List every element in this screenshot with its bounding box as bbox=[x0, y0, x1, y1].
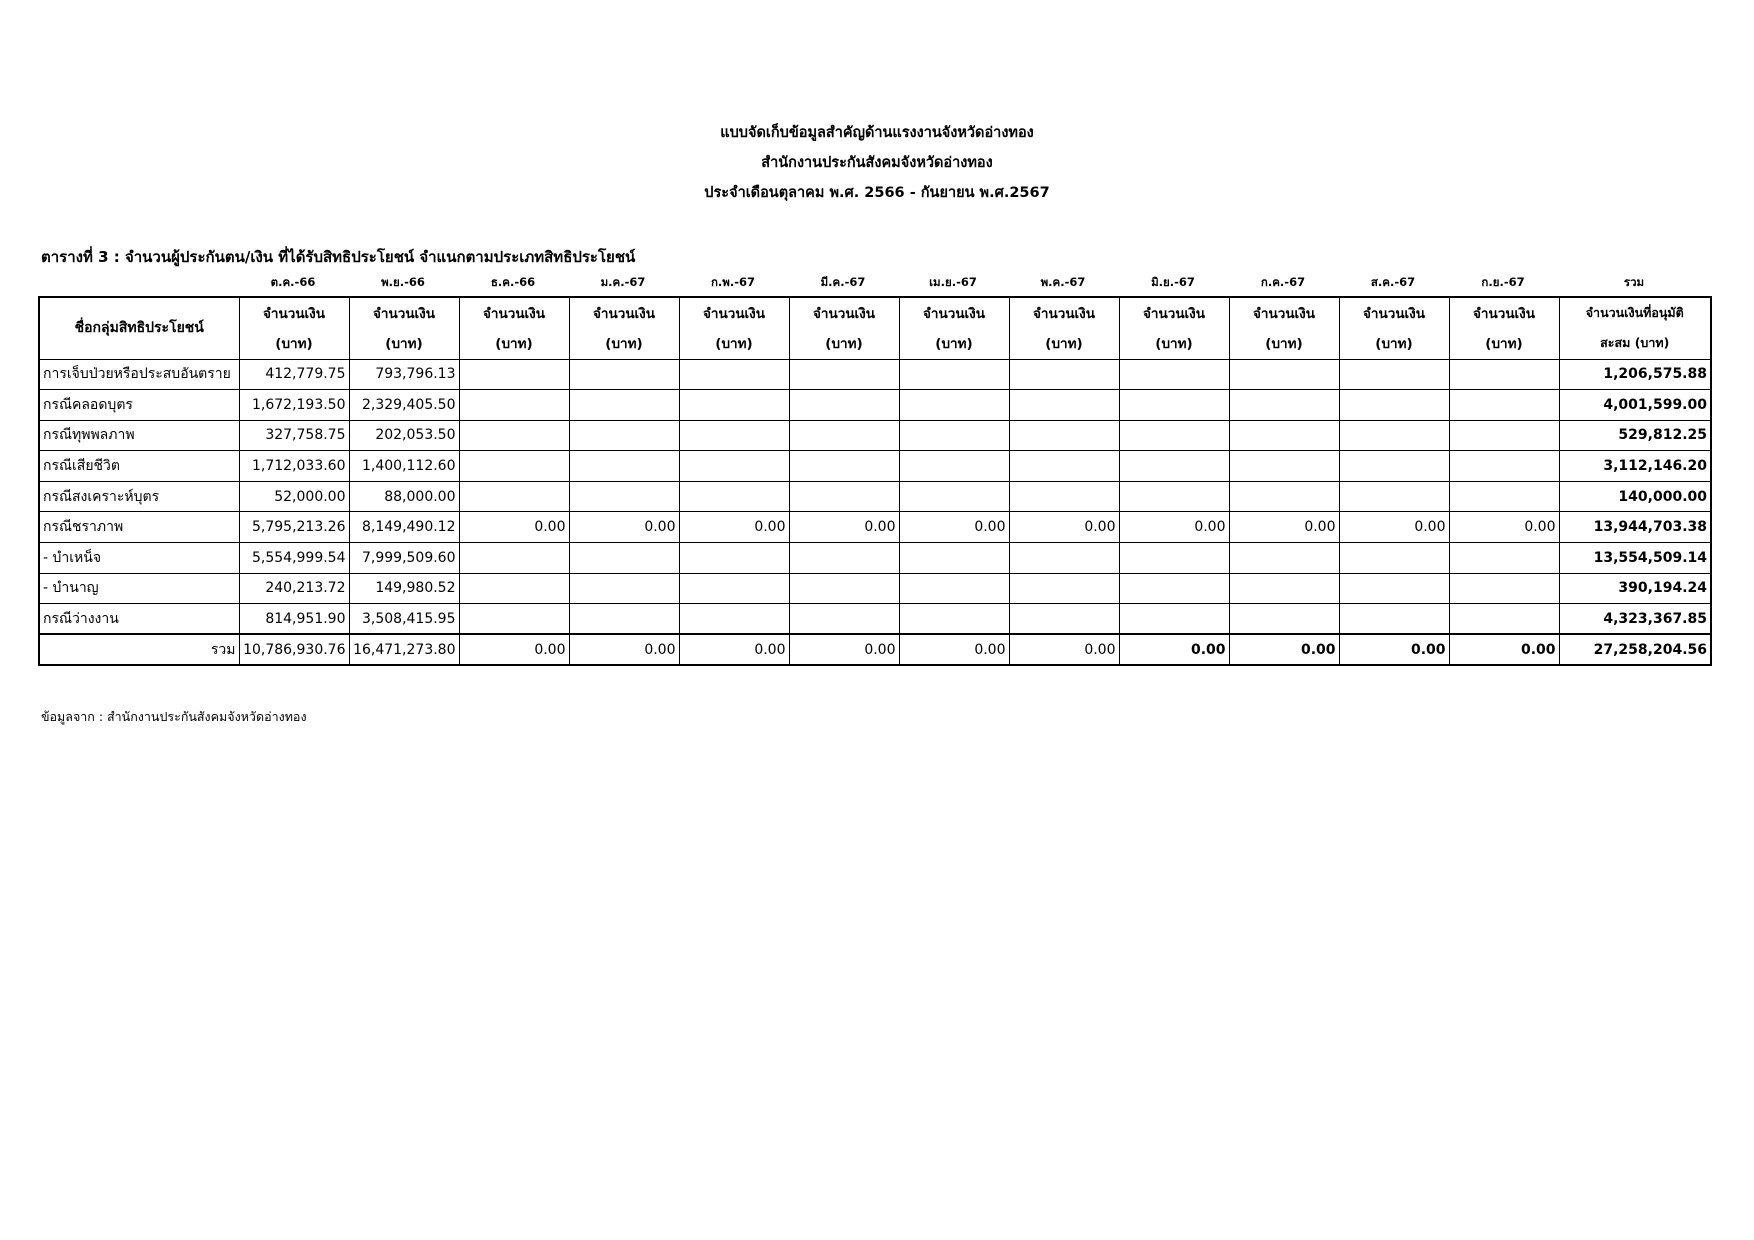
amount-header: จำนวนเงิน bbox=[1009, 297, 1119, 328]
amount-cell bbox=[459, 451, 569, 482]
amount-header: จำนวนเงิน bbox=[569, 297, 679, 328]
month-total-cell: 0.00 bbox=[1339, 634, 1449, 665]
report-title: แบบจัดเก็บข้อมูลสำคัญด้านแรงงานจังหวัดอ่างทอง bbox=[720, 125, 1034, 141]
month-total-cell: 0.00 bbox=[679, 634, 789, 665]
amount-cell bbox=[1339, 390, 1449, 421]
amount-cell bbox=[899, 543, 1009, 574]
amount-cell: 52,000.00 bbox=[239, 481, 349, 512]
baht-header: (บาท) bbox=[1229, 328, 1339, 359]
month-label: ก.ค.-67 bbox=[1260, 275, 1306, 289]
amount-cell bbox=[459, 481, 569, 512]
amount-cell bbox=[1119, 481, 1229, 512]
month-total-cell: 0.00 bbox=[1229, 634, 1339, 665]
baht-header: (บาท) bbox=[1009, 328, 1119, 359]
amount-cell bbox=[1449, 481, 1559, 512]
amount-cell bbox=[1449, 543, 1559, 574]
amount-cell: 0.00 bbox=[1009, 512, 1119, 543]
benefit-name: กรณีว่างงาน bbox=[39, 604, 239, 635]
report-period: ประจำเดือนตุลาคม พ.ศ. 2566 - กันยายน พ.ศ.2567 bbox=[704, 185, 1050, 201]
amount-cell: 149,980.52 bbox=[349, 573, 459, 604]
data-source-note: ข้อมูลจาก : สำนักงานประกันสังคมจังหวัดอ่างทอง bbox=[41, 709, 307, 724]
grand-total-cell: 27,258,204.56 bbox=[1559, 634, 1711, 665]
amount-cell bbox=[1339, 451, 1449, 482]
amount-cell: 88,000.00 bbox=[349, 481, 459, 512]
amount-cell bbox=[789, 543, 899, 574]
month-label: ม.ค.-67 bbox=[600, 275, 646, 289]
amount-cell bbox=[1339, 420, 1449, 451]
row-total-cell: 140,000.00 bbox=[1559, 481, 1711, 512]
amount-header: จำนวนเงิน bbox=[239, 297, 349, 328]
amount-cell: 0.00 bbox=[899, 512, 1009, 543]
benefit-name: กรณีทุพพลภาพ bbox=[39, 420, 239, 451]
baht-header: (บาท) bbox=[1449, 328, 1559, 359]
amount-cell bbox=[1229, 481, 1339, 512]
month-total-cell: 0.00 bbox=[1009, 634, 1119, 665]
amount-cell bbox=[1339, 481, 1449, 512]
amount-cell bbox=[789, 390, 899, 421]
report-office: สำนักงานประกันสังคมจังหวัดอ่างทอง bbox=[761, 155, 993, 171]
table-row bbox=[39, 451, 1711, 482]
benefit-name: กรณีเสียชีวิต bbox=[39, 451, 239, 482]
row-total-cell: 13,944,703.38 bbox=[1559, 512, 1711, 543]
header-row bbox=[39, 297, 1711, 328]
amount-cell bbox=[459, 359, 569, 390]
amount-cell bbox=[899, 573, 1009, 604]
table-caption: ตารางที่ 3 : จำนวนผู้ประกันตน/เงิน ที่ได้รับสิทธิประโยชน์ จำแนกตามประเภทสิทธิประโยชน์ bbox=[41, 248, 636, 266]
group-name-header: ชื่อกลุ่มสิทธิประโยชน์ bbox=[39, 297, 239, 359]
amount-cell bbox=[1119, 573, 1229, 604]
amount-cell bbox=[789, 481, 899, 512]
amount-cell bbox=[1449, 359, 1559, 390]
amount-header: จำนวนเงิน bbox=[1339, 297, 1449, 328]
row-total-cell: 1,206,575.88 bbox=[1559, 359, 1711, 390]
grand-total-row bbox=[39, 634, 1711, 665]
month-label: ก.พ.-67 bbox=[710, 275, 756, 289]
amount-cell bbox=[1449, 573, 1559, 604]
grand-total-label: รวม bbox=[39, 634, 239, 665]
amount-cell bbox=[1009, 604, 1119, 635]
amount-cell bbox=[459, 390, 569, 421]
amount-cell bbox=[789, 573, 899, 604]
amount-cell: 0.00 bbox=[569, 512, 679, 543]
total-amount-subheader: สะสม (บาท) bbox=[1559, 328, 1711, 359]
month-label: ธ.ค.-66 bbox=[490, 275, 536, 289]
amount-cell: 5,554,999.54 bbox=[239, 543, 349, 574]
amount-cell bbox=[789, 359, 899, 390]
amount-cell bbox=[459, 604, 569, 635]
table-row bbox=[39, 390, 1711, 421]
amount-cell: 0.00 bbox=[1229, 512, 1339, 543]
amount-cell bbox=[899, 390, 1009, 421]
month-total-cell: 0.00 bbox=[899, 634, 1009, 665]
amount-header: จำนวนเงิน bbox=[899, 297, 1009, 328]
amount-cell bbox=[1119, 420, 1229, 451]
month-total-cell: 0.00 bbox=[459, 634, 569, 665]
amount-cell bbox=[1119, 604, 1229, 635]
baht-header: (บาท) bbox=[569, 328, 679, 359]
amount-cell bbox=[679, 543, 789, 574]
amount-cell: 0.00 bbox=[1449, 512, 1559, 543]
amount-cell bbox=[1229, 390, 1339, 421]
month-label: ต.ค.-66 bbox=[270, 275, 316, 289]
month-label: พ.ค.-67 bbox=[1040, 275, 1086, 289]
baht-header: (บาท) bbox=[1119, 328, 1229, 359]
benefit-name: - บำนาญ bbox=[39, 573, 239, 604]
amount-cell bbox=[569, 359, 679, 390]
month-total-cell: 0.00 bbox=[569, 634, 679, 665]
amount-cell: 0.00 bbox=[1119, 512, 1229, 543]
baht-header: (บาท) bbox=[679, 328, 789, 359]
amount-cell bbox=[1009, 481, 1119, 512]
amount-cell bbox=[1119, 543, 1229, 574]
amount-cell bbox=[569, 420, 679, 451]
report-titles bbox=[0, 118, 1754, 208]
month-label: มี.ค.-67 bbox=[820, 275, 866, 289]
amount-cell bbox=[899, 420, 1009, 451]
baht-header: (บาท) bbox=[239, 328, 349, 359]
amount-cell bbox=[1229, 420, 1339, 451]
amount-header: จำนวนเงิน bbox=[459, 297, 569, 328]
amount-cell bbox=[1229, 451, 1339, 482]
amount-cell: 1,400,112.60 bbox=[349, 451, 459, 482]
amount-cell bbox=[679, 604, 789, 635]
amount-cell bbox=[1339, 543, 1449, 574]
month-label: มิ.ย.-67 bbox=[1151, 275, 1195, 289]
amount-cell: 2,329,405.50 bbox=[349, 390, 459, 421]
amount-cell bbox=[1229, 604, 1339, 635]
amount-cell bbox=[459, 543, 569, 574]
amount-header: จำนวนเงิน bbox=[1229, 297, 1339, 328]
amount-cell bbox=[1119, 359, 1229, 390]
baht-header: (บาท) bbox=[899, 328, 1009, 359]
table-row bbox=[39, 512, 1711, 543]
amount-header: จำนวนเงิน bbox=[1449, 297, 1559, 328]
amount-cell: 3,508,415.95 bbox=[349, 604, 459, 635]
amount-cell bbox=[1339, 573, 1449, 604]
amount-cell bbox=[679, 420, 789, 451]
amount-cell: 1,672,193.50 bbox=[239, 390, 349, 421]
month-label: รวม bbox=[1623, 275, 1645, 289]
row-total-cell: 13,554,509.14 bbox=[1559, 543, 1711, 574]
benefit-name: การเจ็บป่วยหรือประสบอันตราย bbox=[39, 359, 239, 390]
header-row bbox=[39, 328, 1711, 359]
amount-cell bbox=[459, 420, 569, 451]
amount-cell bbox=[789, 451, 899, 482]
amount-cell: 0.00 bbox=[789, 512, 899, 543]
row-total-cell: 4,001,599.00 bbox=[1559, 390, 1711, 421]
amount-cell bbox=[899, 604, 1009, 635]
baht-header: (บาท) bbox=[1339, 328, 1449, 359]
amount-cell bbox=[569, 573, 679, 604]
amount-cell: 0.00 bbox=[679, 512, 789, 543]
amount-cell bbox=[1009, 359, 1119, 390]
amount-cell bbox=[1009, 420, 1119, 451]
month-total-cell: 0.00 bbox=[1119, 634, 1229, 665]
month-label: ส.ค.-67 bbox=[1370, 275, 1416, 289]
amount-cell bbox=[1119, 451, 1229, 482]
month-total-cell: 10,786,930.76 bbox=[239, 634, 349, 665]
amount-cell: 7,999,509.60 bbox=[349, 543, 459, 574]
amount-header: จำนวนเงิน bbox=[1119, 297, 1229, 328]
amount-cell bbox=[679, 390, 789, 421]
amount-cell bbox=[569, 604, 679, 635]
benefit-name: กรณีชราภาพ bbox=[39, 512, 239, 543]
amount-cell bbox=[679, 359, 789, 390]
amount-cell bbox=[1009, 390, 1119, 421]
amount-cell bbox=[1339, 359, 1449, 390]
amount-cell: 412,779.75 bbox=[239, 359, 349, 390]
benefits-table bbox=[38, 296, 1712, 666]
baht-header: (บาท) bbox=[349, 328, 459, 359]
month-total-cell: 16,471,273.80 bbox=[349, 634, 459, 665]
amount-cell: 793,796.13 bbox=[349, 359, 459, 390]
baht-header: (บาท) bbox=[459, 328, 569, 359]
month-label: เม.ย.-67 bbox=[929, 275, 977, 289]
amount-header: จำนวนเงิน bbox=[789, 297, 899, 328]
amount-cell bbox=[789, 420, 899, 451]
amount-cell bbox=[899, 451, 1009, 482]
row-total-cell: 529,812.25 bbox=[1559, 420, 1711, 451]
amount-cell bbox=[1449, 420, 1559, 451]
amount-cell bbox=[1009, 573, 1119, 604]
table-row bbox=[39, 573, 1711, 604]
table-row bbox=[39, 481, 1711, 512]
amount-cell: 0.00 bbox=[459, 512, 569, 543]
amount-cell bbox=[1229, 359, 1339, 390]
benefit-name: กรณีคลอดบุตร bbox=[39, 390, 239, 421]
amount-cell bbox=[569, 543, 679, 574]
month-label: ก.ย.-67 bbox=[1481, 275, 1525, 289]
row-total-cell: 390,194.24 bbox=[1559, 573, 1711, 604]
amount-header: จำนวนเงิน bbox=[679, 297, 789, 328]
amount-cell bbox=[1449, 451, 1559, 482]
benefit-name: - บำเหน็จ bbox=[39, 543, 239, 574]
table-row bbox=[39, 604, 1711, 635]
benefit-name: กรณีสงเคราะห์บุตร bbox=[39, 481, 239, 512]
amount-cell bbox=[1229, 543, 1339, 574]
amount-cell bbox=[899, 481, 1009, 512]
month-total-cell: 0.00 bbox=[789, 634, 899, 665]
amount-cell bbox=[1119, 390, 1229, 421]
amount-cell bbox=[569, 390, 679, 421]
amount-cell bbox=[569, 481, 679, 512]
total-amount-header: จำนวนเงินที่อนุมัติ bbox=[1559, 297, 1711, 328]
baht-header: (บาท) bbox=[789, 328, 899, 359]
amount-cell bbox=[679, 481, 789, 512]
amount-cell bbox=[1009, 543, 1119, 574]
amount-cell bbox=[789, 604, 899, 635]
amount-cell: 8,149,490.12 bbox=[349, 512, 459, 543]
amount-cell bbox=[459, 573, 569, 604]
amount-cell: 0.00 bbox=[1339, 512, 1449, 543]
amount-cell bbox=[1449, 604, 1559, 635]
amount-cell bbox=[569, 451, 679, 482]
table-row bbox=[39, 359, 1711, 390]
table-row bbox=[39, 543, 1711, 574]
amount-cell bbox=[899, 359, 1009, 390]
amount-cell bbox=[1009, 451, 1119, 482]
amount-cell bbox=[679, 451, 789, 482]
amount-cell: 327,758.75 bbox=[239, 420, 349, 451]
amount-cell bbox=[679, 573, 789, 604]
amount-header: จำนวนเงิน bbox=[349, 297, 459, 328]
month-total-cell: 0.00 bbox=[1449, 634, 1559, 665]
amount-cell: 240,213.72 bbox=[239, 573, 349, 604]
amount-cell bbox=[1449, 390, 1559, 421]
amount-cell bbox=[1339, 604, 1449, 635]
month-label: พ.ย.-66 bbox=[381, 275, 425, 289]
row-total-cell: 3,112,146.20 bbox=[1559, 451, 1711, 482]
table-row bbox=[39, 420, 1711, 451]
amount-cell: 202,053.50 bbox=[349, 420, 459, 451]
amount-cell: 5,795,213.26 bbox=[239, 512, 349, 543]
row-total-cell: 4,323,367.85 bbox=[1559, 604, 1711, 635]
amount-cell bbox=[1229, 573, 1339, 604]
amount-cell: 814,951.90 bbox=[239, 604, 349, 635]
amount-cell: 1,712,033.60 bbox=[239, 451, 349, 482]
